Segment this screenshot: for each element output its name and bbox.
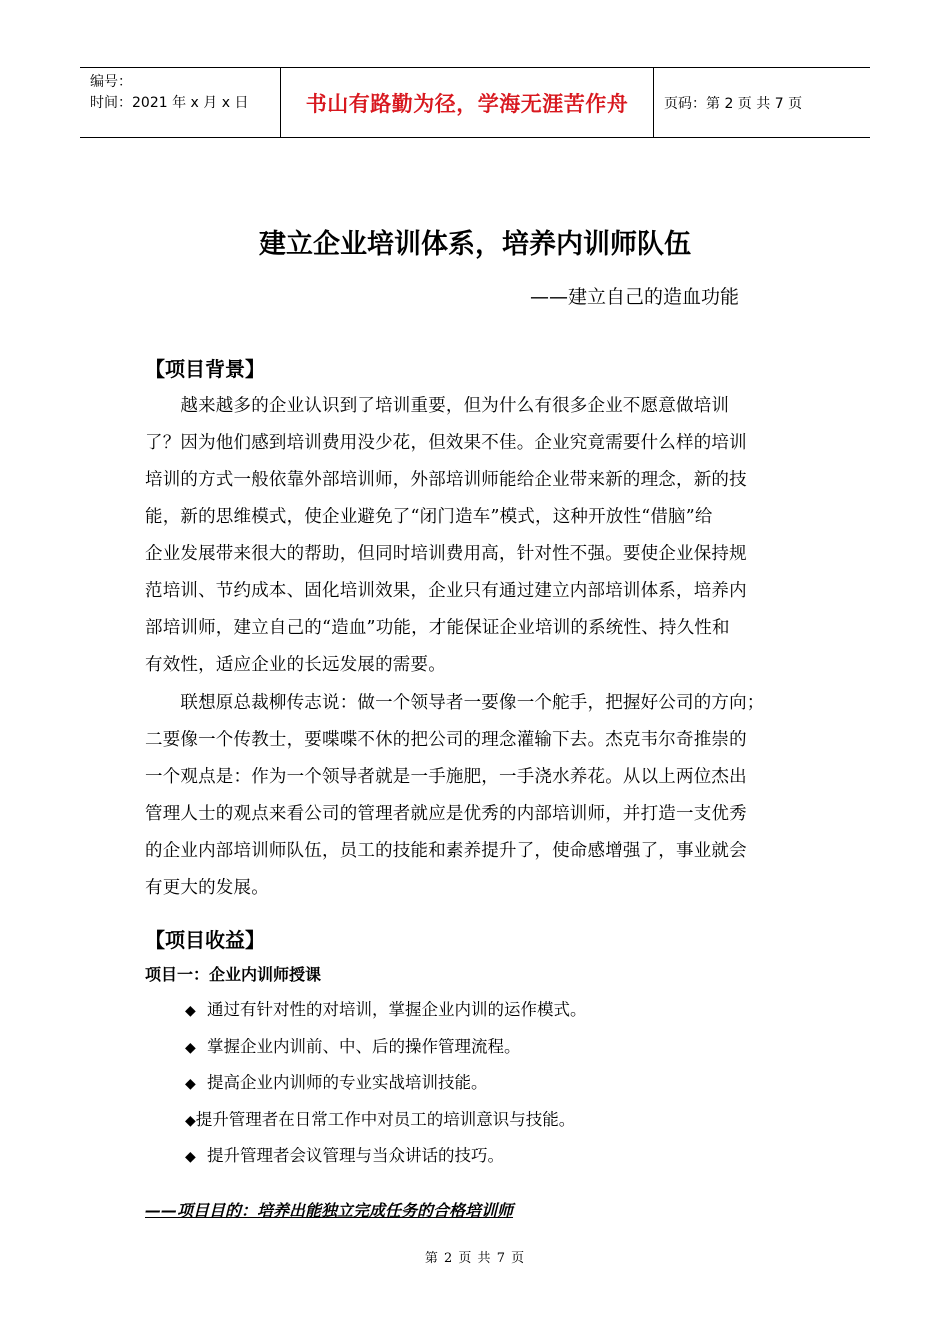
document-subtitle: ——建立自己的造血功能 — [530, 286, 740, 308]
text-line: 联想原总裁柳传志说：做一个领导者一要像一个舵手，把握好公司的方向； — [145, 693, 765, 713]
list-item — [185, 1102, 587, 1139]
text-line: 企业发展带来很大的帮助，但同时培训费用高，针对性不强。要使企业保持规 — [145, 544, 747, 564]
text-line: 培训的方式一般依靠外部培训师，外部培训师能给企业带来新的理念，新的技 — [145, 470, 747, 490]
time-label: 时间：2021 年 x 月 x 日 — [90, 95, 249, 111]
number-label: 编号： — [90, 74, 132, 90]
section-heading-background: 【项目背景】 — [145, 357, 265, 381]
document-title: 建立企业培训体系，培养内训师队伍 — [259, 229, 691, 260]
text-line: 有效性，适应企业的长远发展的需要。 — [145, 655, 446, 675]
diamond-bullet-icon: ◆ — [185, 1076, 196, 1092]
text-line: 的企业内部培训师队伍，员工的技能和素养提升了，使命感增强了，事业就会 — [145, 841, 747, 861]
list-item-text: 提高企业内训师的专业实战培训技能。 — [201, 1073, 488, 1092]
motto-text: 书山有路勤为径，学海无涯苦作舟 — [305, 91, 629, 116]
header-motto-cell — [280, 68, 654, 137]
text-line: 二要像一个传教士，要喋喋不休的把公司的理念灌输下去。杰克韦尔奇推崇的 — [145, 730, 747, 750]
text-line: 范培训、节约成本、固化培训效果，企业只有通过建立内部培训体系，培养内 — [145, 581, 747, 601]
text-line: 部培训师，建立自己的“造血”功能，才能保证企业培训的系统性、持久性和 — [145, 618, 730, 638]
list-item-text: 提升管理者在日常工作中对员工的培训意识与技能。 — [195, 1109, 576, 1129]
project-goal: ——项目目的：培养出能独立完成任务的合格培训师 — [145, 1201, 514, 1220]
text-line: 一个观点是：作为一个领导者就是一手施肥，一手浇水养花。从以上两位杰出 — [145, 767, 747, 787]
page-info-text: 页码：第 2 页 共 7 页 — [664, 95, 803, 112]
text-line: 有更大的发展。 — [145, 878, 269, 898]
benefit-list — [185, 992, 587, 1175]
diamond-bullet-icon: ◆ — [185, 1149, 196, 1165]
list-item-text: 提升管理者会议管理与当众讲话的技巧。 — [201, 1146, 505, 1165]
list-item — [185, 1029, 587, 1066]
text-line: 管理人士的观点来看公司的管理者就应是优秀的内部培训师，并打造一支优秀 — [145, 804, 747, 824]
list-item-text: 掌握企业内训前、中、后的操作管理流程。 — [201, 1036, 521, 1056]
diamond-bullet-icon: ◆ — [185, 1112, 196, 1129]
background-paragraph-1 — [145, 388, 825, 684]
page-header — [80, 67, 870, 138]
list-item-text: 通过有针对性的对培训，掌握企业内训的运作模式。 — [201, 1000, 587, 1019]
page-footer: 第 2 页 共 7 页 — [424, 1251, 526, 1266]
text-line: 了？因为他们感到培训费用没少花，但效果不佳。企业究竟需要什么样的培训 — [145, 433, 747, 453]
background-paragraph-2 — [145, 685, 825, 907]
header-page-info — [654, 68, 870, 137]
header-meta — [80, 68, 280, 137]
list-item — [185, 992, 587, 1029]
text-line: 越来越多的企业认识到了培训重要，但为什么有很多企业不愿意做培训 — [145, 396, 730, 416]
text-line: 能，新的思维模式，使企业避免了“闭门造车”模式，这种开放性“借脑”给 — [145, 507, 713, 527]
list-item — [185, 1065, 587, 1102]
diamond-bullet-icon: ◆ — [185, 1003, 196, 1019]
diamond-bullet-icon: ◆ — [185, 1039, 196, 1056]
list-item — [185, 1138, 587, 1175]
section-heading-benefits: 【项目收益】 — [145, 928, 265, 952]
project-one-title: 项目一：企业内训师授课 — [145, 965, 322, 984]
